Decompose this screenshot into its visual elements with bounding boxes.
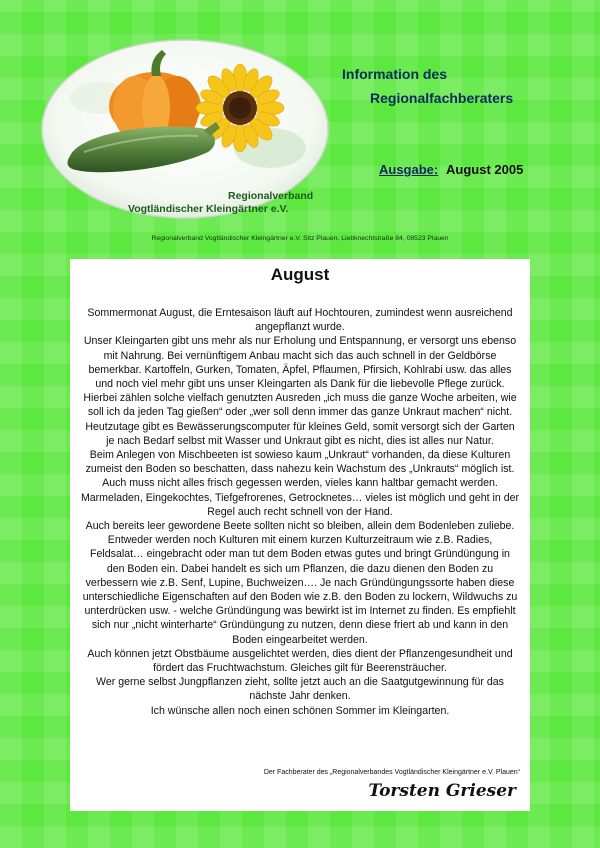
logo xyxy=(40,38,330,220)
article-paragraph: Beim Anlegen von Mischbeeten ist sowieso kaum „Unkraut“ vorhanden, da diese Kulturen zumeist den Boden so beschatten, dass nahezu kein Wachstum des „Unkrauts“ möglich ist. xyxy=(85,449,515,476)
article-paragraph: Auch bereits leer gewordene Beete sollten nicht so bleiben, allein dem Bodenleben zuliebe. Entweder werden noch Kulturen mit einem kurzen Kulturzeitraum wie z.B. Radies, Feldsalat… eingebracht oder man tut dem Boden etwas gutes und bringt Gründüngung in den Boden ein. Dabei handelt es sich um Pflanzen, die dazu dienen den Boden zu verbessern wie z.B. Senf, Lupine, Buchweizen…. Je nach Gründüngungssorte haben diese unterschiedliche Eigenschaften auf den Boden wie z.B. den Boden zu lockern, Wildwuchs zu unterdrücken usw. - welche Gründüngung was bewirkt ist im Internet zu finden. Es empfiehlt sich nur „nicht winterharte“ Gründüngung zu nutzen, denn diese friert ab und kann in den Boden eingearbeitet werden. xyxy=(82,520,518,646)
address-line: Regionalverband Vogtländischer Kleingärtner e.V. Sitz Plauen, Liebknechtstraße 84, 08523 Plauen xyxy=(151,235,449,242)
info-title-line1: Information des xyxy=(342,66,448,82)
article-paragraph: Unser Kleingarten gibt uns mehr als nur Erholung und Entspannung, er versorgt uns ebenso mit Nahrung. Bei vernünftigem Anbau macht sich das auch schnell in der Geldbörse bemerkbar. Kartoffeln, Gurken, Tomaten, Äpfel, Pflaumen, Pfirsich, Kohlrabi usw. das alles und noch viel mehr gibt uns unser Kleingarten als Dank für die liebevolle Pflege zurück. Hierbei zählen solche vielfach genutzten Ausreden „ich muss die ganze Woche arbeiten, wie soll ich da jeden Tag gießen“ oder „wer soll denn immer das ganze Unkraut machen“ nicht. Heutzutage gibt es Bewässerungscomputer für kleines Geld, somit versorgt sich der Garten je nach Bedarf selbst mit Wasser und Unkraut gibt es nicht, dies ist alles nur Natur. xyxy=(83,335,517,447)
info-title-line2: Regionalfachberaters xyxy=(370,90,514,106)
logo-org-line1: Regionalverband xyxy=(228,190,314,202)
article-body xyxy=(80,306,520,718)
article-card xyxy=(70,259,530,811)
article-paragraph: Ich wünsche allen noch einen schönen Sommer im Kleingarten. xyxy=(150,704,450,717)
signature-credit: Der Fachberater des „Regionalverbandes Vogtländischer Kleingärtner e.V. Plauen“ xyxy=(263,769,520,776)
article-paragraph: Auch können jetzt Obstbäume ausgelichtet werden, dies dient der Pflanzengesundheit und fördert das Fruchtwachstum. Gleiches gilt für Beerensträucher. xyxy=(87,647,513,675)
signature-name: Torsten Grieser xyxy=(368,781,516,801)
article-title: August xyxy=(270,265,330,284)
logo-org-line2: Vogtländischer Kleingärtner e.V. xyxy=(128,203,289,215)
article-paragraph: Wer gerne selbst Jungpflanzen zieht, sollte jetzt auch an die Saatgutgewinnung für das nächste Jahr denken. xyxy=(96,676,504,703)
article-paragraph: Auch muss nicht alles frisch gegessen werden, vieles kann haltbar gemacht werden. Marmeladen, Eingekochtes, Tiefgefrorenes, Getrocknetes… vieles ist möglich und geht in der Regel auch recht schnell von der Hand. xyxy=(80,477,520,518)
article-paragraph: Sommermonat August, die Erntesaison läuft auf Hochtouren, zumindest wenn ausreichend angepflanzt wurde. xyxy=(87,307,513,334)
issue-value: August 2005 xyxy=(446,162,524,177)
issue-label: Ausgabe: xyxy=(379,162,439,177)
